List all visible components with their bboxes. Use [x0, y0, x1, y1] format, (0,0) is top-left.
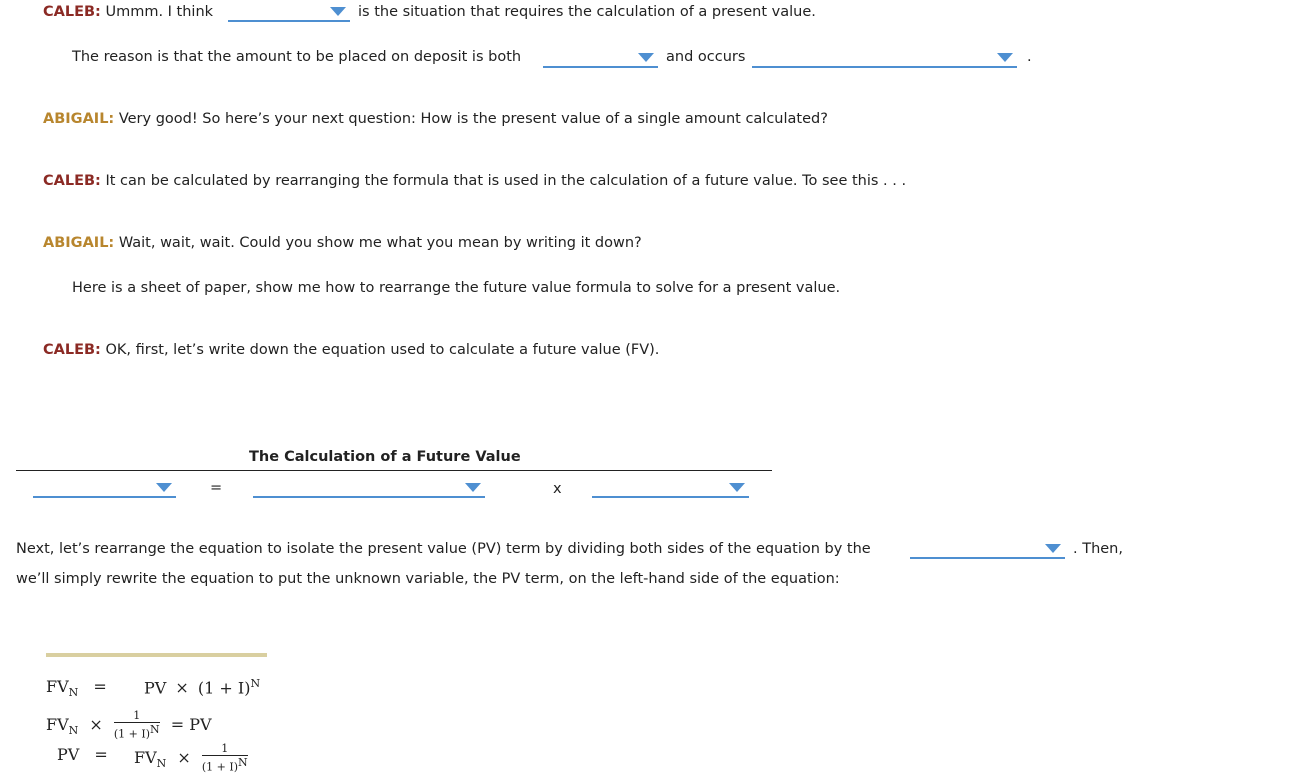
timing-dropdown[interactable] — [752, 50, 1017, 68]
fv-lhs-dropdown[interactable] — [33, 480, 176, 498]
line7-text: OK, first, let’s write down the equation used to calculate a future value (FV). — [105, 342, 660, 358]
fv-table-title: The Calculation of a Future Value — [249, 449, 521, 465]
line6-text: Here is a sheet of paper, show me how to rearrange the future value formula to solve for a present value. — [72, 280, 841, 296]
chevron-down-icon — [1045, 544, 1061, 553]
speaker-caleb: CALEB: — [43, 173, 101, 189]
line3-text: Very good! So here’s your next question: How is the present value of a single amount calculated? — [118, 111, 828, 127]
situation-dropdown[interactable] — [228, 4, 350, 22]
speaker-caleb: CALEB: — [43, 4, 101, 20]
abigail-line-1 — [43, 111, 828, 127]
chevron-down-icon — [997, 53, 1013, 62]
line1-after: is the situation that requires the calculation of a present value. — [358, 4, 816, 20]
abigail-line-2 — [43, 235, 642, 251]
formula-row-3-rhs: $FV_N$ × $\frac{1}{(1 + I)^N}$ — [134, 742, 248, 774]
line2-middle: and occurs — [666, 49, 746, 65]
fraction-1: $\frac{1}{(1 + I)^N}$ — [113, 709, 160, 741]
speaker-abigail: ABIGAIL: — [43, 235, 115, 251]
fraction-2: $\frac{1}{(1 + I)^N}$ — [201, 742, 248, 774]
line4-text: It can be calculated by rearranging the formula that is used in the calculation of a future value. To see this . . . — [105, 173, 907, 189]
formula-row-3: PV = — [57, 745, 108, 764]
fv-table-rule — [16, 470, 772, 471]
line5-text: Wait, wait, wait. Could you show me what you mean by writing it down? — [118, 235, 642, 251]
caleb-line-1 — [43, 4, 213, 20]
next-para-line2: we’ll simply rewrite the equation to put the unknown variable, the PV term, on the left-hand side of the equation: — [16, 571, 840, 587]
deposit-type-dropdown[interactable] — [543, 50, 658, 68]
formula-row-1: $FV_N$ = — [46, 677, 107, 700]
line2-end: . — [1027, 49, 1032, 65]
formula-row-2: $FV_N$ × $\frac{1}{(1 + I)^N}$ = PV — [46, 709, 212, 741]
next-para-line1: Next, let’s rearrange the equation to isolate the present value (PV) term by dividing both sides of the equation by the — [16, 541, 871, 557]
speaker-caleb: CALEB: — [43, 342, 101, 358]
next-para-then: . Then, — [1073, 541, 1123, 557]
chevron-down-icon — [330, 7, 346, 16]
formula-row-1-rhs: PV × $(1 + I)^N$ — [144, 677, 261, 698]
fv-term1-dropdown[interactable] — [253, 480, 485, 498]
formula-rule — [46, 653, 267, 657]
chevron-down-icon — [638, 53, 654, 62]
fv-equals: = — [210, 480, 223, 496]
caleb-line-3 — [43, 342, 659, 358]
speaker-abigail: ABIGAIL: — [43, 111, 115, 127]
fv-times: x — [553, 481, 562, 497]
line1-before: Ummm. I think — [105, 4, 214, 20]
line2-before: The reason is that the amount to be placed on deposit is both — [72, 49, 522, 65]
caleb-line-2 — [43, 173, 906, 189]
chevron-down-icon — [465, 483, 481, 492]
fv-term2-dropdown[interactable] — [592, 480, 749, 498]
chevron-down-icon — [156, 483, 172, 492]
divisor-dropdown[interactable] — [910, 541, 1065, 559]
chevron-down-icon — [729, 483, 745, 492]
